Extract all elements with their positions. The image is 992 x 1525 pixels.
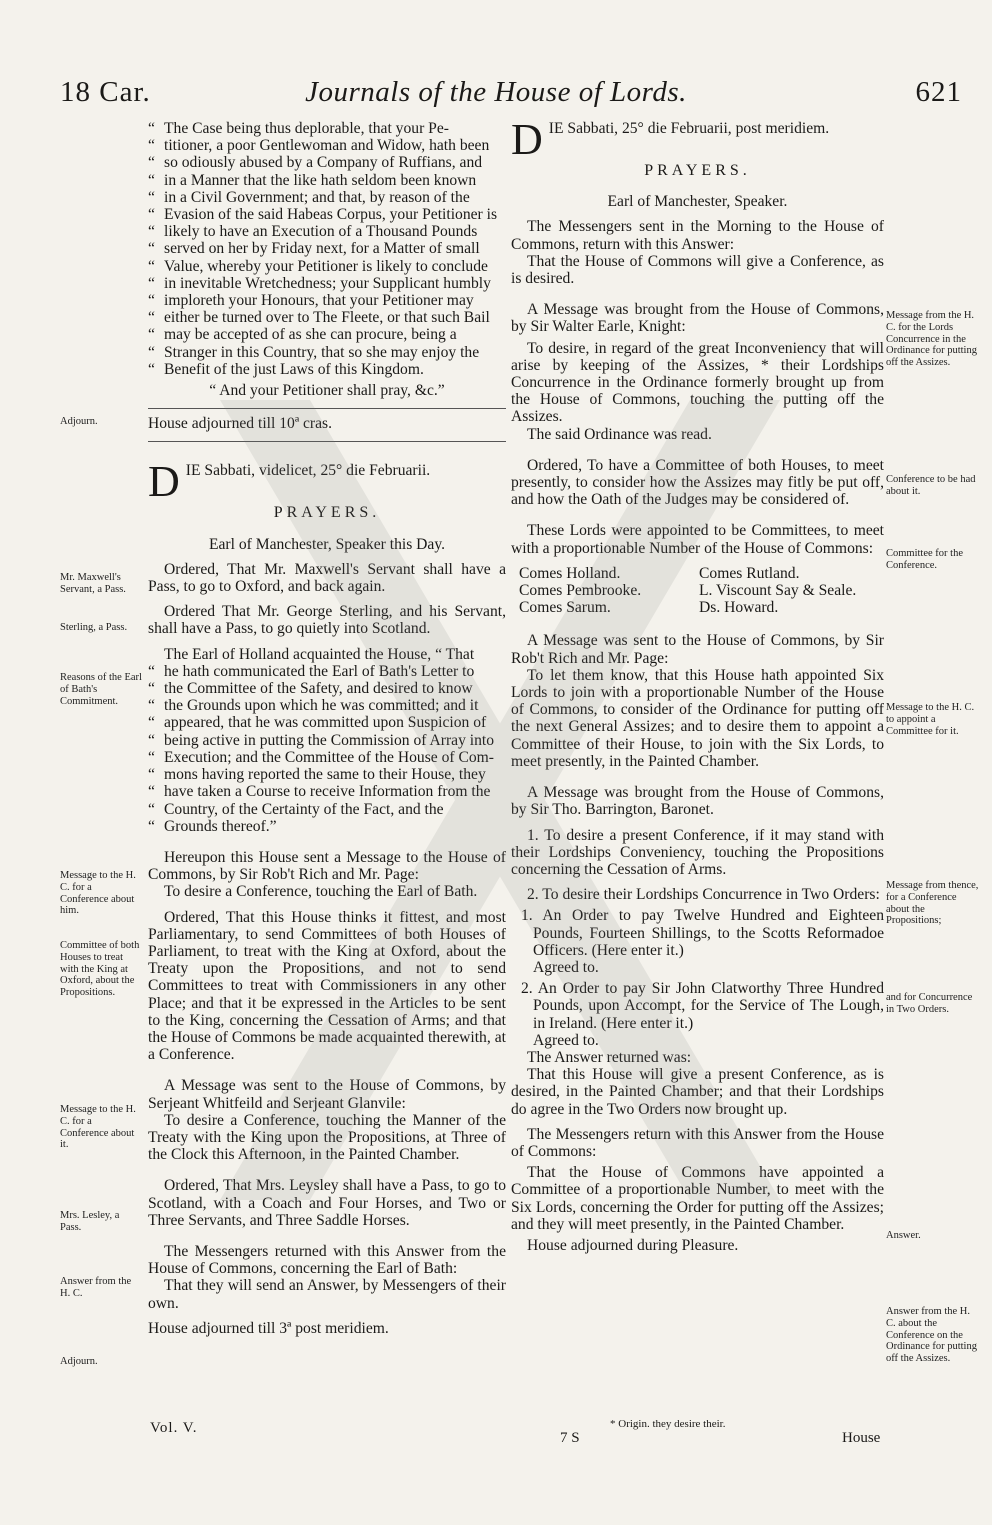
margin-note: Message to the H. C. to appoint a Committee for it. bbox=[886, 702, 975, 737]
catchword: House bbox=[842, 1430, 881, 1446]
margin-note: Message to the H. C. for a Conference about him. bbox=[60, 870, 136, 917]
quote-line: “ Evasion of the said Habeas Corpus, your Petitioner is bbox=[148, 206, 506, 223]
quote-line: “ so odiously abused by a Company of Ruffians, and bbox=[148, 154, 506, 171]
paragraph: Ordered That Mr. George Sterling, and his Servant, shall have a Pass, to go quietly into Scotland. bbox=[148, 603, 506, 638]
quote-line: “ Stranger in this Country, that so she may enjoy the bbox=[148, 344, 506, 361]
quote-line: “ appeared, that he was committed upon Suspicion of bbox=[148, 714, 506, 731]
margin-note: Answer from the H. C. bbox=[60, 1276, 132, 1299]
page-number: 621 bbox=[915, 76, 962, 108]
quote-line: “ either be turned over to The Fleete, or that such Bail bbox=[148, 309, 506, 326]
paragraph: A Message was sent to the House of Commons, by Serjeant Whitfeild and Serjeant Glanvile: bbox=[148, 1077, 506, 1112]
lord-name: Ds. Howard. bbox=[699, 599, 779, 617]
margin-note: Mr. Maxwell's Servant, a Pass. bbox=[60, 572, 126, 595]
lords-list bbox=[519, 565, 884, 617]
quote-line: “ Country, of the Certainty of the Fact, and the bbox=[148, 801, 506, 818]
quote-line: “ Value, whereby your Petitioner is likely to conclude bbox=[148, 258, 506, 275]
regnal-year: 18 Car. bbox=[60, 76, 151, 108]
paragraph: The Earl of Holland acquainted the House, “ That bbox=[164, 645, 475, 663]
margin-note: Message to the H. C. for a Conference about it. bbox=[60, 1104, 136, 1151]
margin-note: Committee for the Conference. bbox=[886, 548, 963, 571]
prayers-heading: PRAYERS. bbox=[273, 504, 381, 522]
running-title: Journals of the House of Lords. bbox=[305, 76, 687, 108]
margin-note: Sterling, a Pass. bbox=[60, 622, 128, 633]
quote-line: “ Execution; and the Committee of the House of Com- bbox=[148, 749, 506, 766]
speaker-line: Earl of Manchester, Speaker this Day. bbox=[208, 535, 446, 553]
quote-line: “ titioner, a poor Gentlewoman and Widow, hath been bbox=[148, 137, 506, 154]
margin-note: Message from the H. C. for the Lords Concurrence in the Ordinance for putting off the Assizes. bbox=[886, 310, 977, 369]
paragraph: A Message was sent to the House of Commons, by Sir Rob't Rich and Mr. Page: bbox=[511, 632, 884, 667]
paragraph: A Message was brought from the House of Commons, by Sir Walter Earle, Knight: bbox=[511, 301, 884, 336]
margin-note: Adjourn. bbox=[60, 1356, 98, 1367]
paragraph: Ordered, To have a Committee of both Houses, to meet presently, to consider how the Assizes may fitly be put off, and how the Oath of the Judges may be considered of. bbox=[511, 456, 884, 509]
die-heading: DIE Sabbati, videlicet, 25° die Februarii. bbox=[148, 457, 431, 507]
petition-quote bbox=[148, 120, 506, 378]
quote-line: “ in inevitable Wretchedness; your Supplicant humbly bbox=[148, 275, 506, 292]
adjourn-line: House adjourned till 10ª cras. bbox=[148, 415, 333, 433]
quote-line: “ Benefit of the just Laws of this Kingdom. bbox=[148, 361, 506, 378]
paragraph: That this House will give a present Conference, as is desired, in the Painted Chamber; and that their Lordships do agree in the Two Orders now brought up. bbox=[511, 1066, 884, 1118]
margin-note: Answer from the H. C. about the Conference on the Ordinance for putting off the Assizes. bbox=[886, 1306, 977, 1365]
quote-line: “ in a Manner that the like hath seldom been known bbox=[148, 172, 506, 189]
signature-mark: 7 S bbox=[560, 1430, 580, 1446]
divider bbox=[148, 408, 506, 409]
drop-cap: D bbox=[511, 115, 543, 164]
paragraph: That the House of Commons will give a Conference, as is desired. bbox=[511, 252, 884, 288]
quote-line: “ in a Civil Government; and that, by reason of the bbox=[148, 189, 506, 206]
paragraph: Ordered, That Mrs. Leysley shall have a Pass, to go to Scotland, with a Coach and Four Horses, and Two or Three Servants, and Three Saddle Horses. bbox=[148, 1177, 506, 1229]
paragraph: The Messengers return with this Answer from the House of Commons: bbox=[511, 1125, 884, 1160]
paragraph: These Lords were appointed to be Committees, to meet with a proportionable Number of the House of Commons: bbox=[511, 522, 884, 557]
pray-line: “ And your Petitioner shall pray, &c.” bbox=[209, 382, 445, 400]
quote-line: “ the Grounds upon which he was committed; and it bbox=[148, 697, 506, 714]
volume-label: Vol. V. bbox=[150, 1420, 198, 1436]
margin-note: and for Concurrence in Two Orders. bbox=[886, 992, 973, 1015]
paragraph: Ordered, That Mr. Maxwell's Servant shall have a Pass, to go to Oxford, and back again. bbox=[148, 560, 506, 596]
lord-name: Comes Holland. bbox=[519, 564, 621, 582]
drop-cap: D bbox=[148, 457, 180, 507]
speaker-line: Earl of Manchester, Speaker. bbox=[607, 193, 788, 211]
lord-name: Comes Rutland. bbox=[699, 564, 800, 582]
quote-line: “ The Case being thus deplorable, that your Pe- bbox=[148, 120, 506, 137]
left-column bbox=[148, 120, 506, 1337]
paragraph: To desire a Conference, touching the Earl of Bath. bbox=[164, 883, 478, 901]
right-column bbox=[511, 115, 884, 1254]
paragraph: The Answer returned was: bbox=[527, 1048, 692, 1066]
adjourn-line: House adjourned during Pleasure. bbox=[527, 1236, 739, 1254]
quote-line: “ imploreth your Honours, that your Petitioner may bbox=[148, 292, 506, 309]
quote-line: “ he hath communicated the Earl of Bath's Letter to bbox=[148, 663, 506, 680]
margin-note: Committee of both Houses to treat with the King at Oxford, about the Propositions. bbox=[60, 940, 140, 999]
paragraph: Hereupon this House sent a Message to the House of Commons, by Sir Rob't Rich and Mr. Page: bbox=[148, 848, 506, 884]
paragraph: The Messengers sent in the Morning to the House of Commons, return with this Answer: bbox=[511, 218, 884, 253]
quote-line: “ have taken a Course to receive Information from the bbox=[148, 783, 506, 800]
lords-list-right bbox=[699, 565, 879, 617]
die-heading: DIE Sabbati, 25° die Februarii, post meridiem. bbox=[511, 115, 830, 164]
paragraph: That the House of Commons have appointed a Committee of a proportionable Number, to meet with the Six Lords, concerning the Order for putting off the Assizes; and they will meet presently, in the Painted Chamber. bbox=[511, 1164, 884, 1233]
paragraph: Ordered, That this House thinks it fittest, and most Parliamentary, to send Committees of both Houses of Parliament, to treat with the King at Oxford, about the Treaty upon the Propositions, and not to send Committees to treat with Commissioners in any other Place; and that it be expressed in the Articles to be sent to the King, concerning the Cessation of Arms; and that the House of Commons be made acquainted therewith, at a Conference. bbox=[148, 908, 506, 1064]
quote-line: “ being active in putting the Commission of Array into bbox=[148, 732, 506, 749]
order-item: 1. An Order to pay Twelve Hundred and Eighteen Pounds, Fourteen Shillings, to the Scotts Reformadoe Officers. (Here enter it.) bbox=[521, 907, 884, 959]
margin-note: Mrs. Lesley, a Pass. bbox=[60, 1210, 120, 1233]
paragraph: 1. To desire a present Conference, if it may stand with their Lordships Conveniency, touching the Propositions concerning the Cessation of Arms. bbox=[511, 826, 884, 878]
lord-name: Comes Sarum. bbox=[519, 599, 611, 617]
prayers-heading: PRAYERS. bbox=[644, 162, 751, 179]
quote-line: “ may be accepted of as she can procure, being a bbox=[148, 326, 506, 343]
quote-line: “ Grounds thereof.” bbox=[148, 818, 506, 835]
quote-line: “ served on her by Friday next, for a Matter of small bbox=[148, 240, 506, 257]
agreed-line: Agreed to. bbox=[533, 958, 599, 976]
paragraph: The Messengers returned with this Answer from the House of Commons, concerning the Earl of Bath: bbox=[148, 1242, 506, 1278]
agreed-line: Agreed to. bbox=[533, 1031, 599, 1049]
margin-note: Message from thence, for a Conference about the Propositions; bbox=[886, 880, 979, 927]
paragraph: To desire a Conference, touching the Manner of the Treaty with the King upon the Propositions, at Three of the Clock this Afternoon, in the Painted Chamber. bbox=[148, 1111, 506, 1164]
holland-quote bbox=[148, 663, 506, 835]
quote-line: “ the Committee of the Safety, and desired to know bbox=[148, 680, 506, 697]
margin-note: Answer. bbox=[886, 1230, 921, 1241]
margin-note: Reasons of the Earl of Bath's Commitment. bbox=[60, 672, 142, 707]
paragraph: That they will send an Answer, by Messengers of their own. bbox=[148, 1277, 506, 1312]
lord-name: L. Viscount Say & Seale. bbox=[699, 582, 857, 600]
paragraph: A Message was brought from the House of Commons, by Sir Tho. Barrington, Baronet. bbox=[511, 784, 884, 819]
footnote: * Origin. they desire their. bbox=[610, 1418, 726, 1430]
quote-line: “ mons having reported the same to their House, they bbox=[148, 766, 506, 783]
margin-note: Adjourn. bbox=[60, 416, 98, 427]
divider bbox=[148, 441, 506, 442]
paragraph: The said Ordinance was read. bbox=[527, 425, 712, 443]
lords-list-left bbox=[519, 565, 699, 617]
margin-note: Conference to be had about it. bbox=[886, 474, 976, 497]
paragraph: To desire, in regard of the great Inconveniency that will arise by keeping of the Assizes, * their Lordships Concurrence in the Ordinance formerly brought up from the House of Commons, touching the putting off the Assizes. bbox=[511, 339, 884, 426]
quote-line: “ likely to have an Execution of a Thousand Pounds bbox=[148, 223, 506, 240]
adjourn-line: House adjourned till 3ª post meridiem. bbox=[148, 1319, 389, 1337]
paragraph: 2. To desire their Lordships Concurrence in Two Orders: bbox=[527, 886, 880, 904]
lord-name: Comes Pembrooke. bbox=[519, 582, 642, 600]
order-item: 2. An Order to pay Sir John Clatworthy Three Hundred Pounds, upon Accompt, for the Service of The Lough, in Ireland. (Here enter it.) bbox=[521, 980, 884, 1032]
paragraph: To let them know, that this House hath appointed Six Lords to join with a proportionable Number of the House of Commons, to consider of the Ordinance for putting off the next General Assizes; and to desire them to appoint a Committee of their House, to join with the Six Lords, to meet presently, in the Painted Chamber. bbox=[511, 666, 884, 770]
